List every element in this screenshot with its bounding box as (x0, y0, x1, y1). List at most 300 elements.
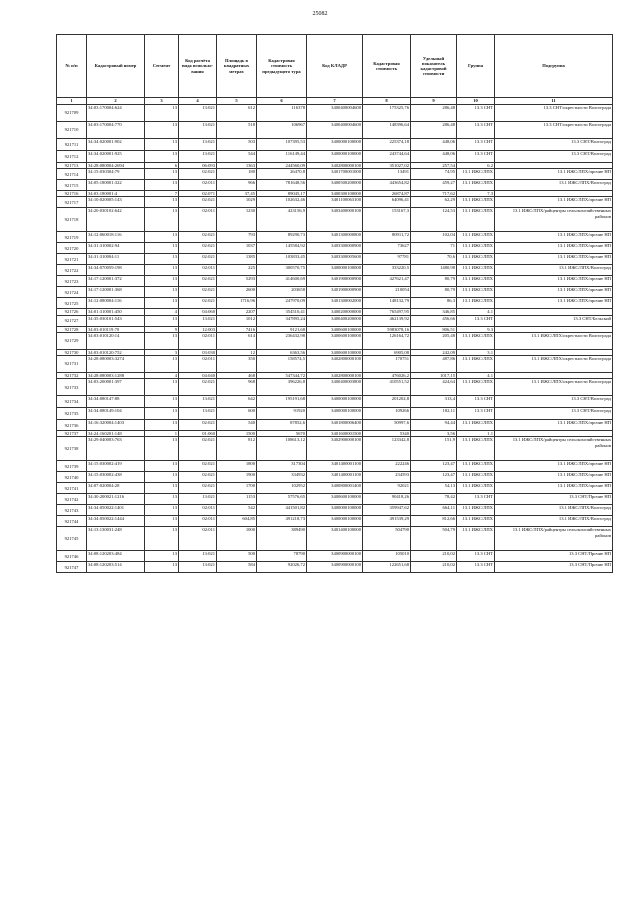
segment-cell: 13 (145, 265, 179, 276)
subgroup-cell: 13.1 ИЖС/ЛПХ/прочие НП (495, 298, 613, 309)
cadastral-number-cell: 34:12:080004:116 (87, 298, 145, 309)
kladr-code-cell: 3400500200000 (307, 180, 363, 191)
segment-cell: 13 (145, 562, 179, 573)
group-cell: 13.3 СНТ (457, 315, 495, 326)
specific-cost-cell: 1017,15 (411, 373, 457, 379)
table-row (57, 287, 613, 298)
previous-cost-cell: 92026,72 (257, 562, 307, 573)
cadastral-cost-cell: 64096,41 (363, 197, 411, 208)
area-sqm-cell: 1500 (217, 431, 257, 437)
cadastral-number-cell: 34:16:320004:1403 (87, 420, 145, 431)
segment-cell: 13 (145, 332, 179, 349)
area-sqm-cell: 1385 (217, 254, 257, 265)
kladr-code-cell: 3403400000100 (307, 208, 363, 232)
table-row (57, 356, 613, 373)
column-number: 9 (411, 98, 457, 105)
usage-code-cell: 02:021 (179, 254, 217, 265)
table-row (57, 265, 613, 276)
cadastral-number-cell: 34:30:200021:1216 (87, 494, 145, 505)
area-sqm-cell: 544 (217, 151, 257, 163)
cadastral-number-cell: 34:01:310001:450 (87, 309, 145, 315)
area-sqm-cell: 542 (217, 505, 257, 516)
cadastral-cost-cell: 359947,62 (363, 505, 411, 516)
usage-code-cell: 13:021 (179, 122, 217, 139)
table-row (57, 276, 613, 287)
cadastral-cost-cell: 148132,79 (363, 298, 411, 309)
subgroup-cell: 13.1 ИЖС/ЛПХ/райцентры сельскохозяйственных районов (495, 437, 613, 461)
area-sqm-cell: 5293 (217, 276, 257, 287)
segment-cell: 13 (145, 527, 179, 551)
cadastral-number-cell: 34:03:170004:624 (87, 105, 145, 122)
cadastral-number-cell: 34:15:030002:419 (87, 461, 145, 472)
segment-cell: 13 (145, 379, 179, 396)
table-row (57, 379, 613, 396)
subgroup-cell: 13.1 ИЖС/ЛПХ/прочие НП (495, 287, 613, 298)
table-row (57, 551, 613, 562)
usage-code-cell: 02:021 (179, 287, 217, 298)
row-number-cell: 921723 (57, 276, 87, 287)
group-cell: 13.1 ИЖС/ЛПХ (457, 379, 495, 396)
column-number: 4 (179, 98, 217, 105)
subgroup-cell: 13.3 СНТ/Волгоград (495, 396, 613, 408)
cadastral-cost-cell: 170751 (363, 356, 411, 373)
cadastral-cost-cell: 153167,3 (363, 208, 411, 232)
table-row (57, 180, 613, 191)
group-cell: 13.1 ИЖС/ЛПХ (457, 169, 495, 180)
previous-cost-cell: 247970,09 (257, 298, 307, 309)
cadastral-number-cell: 34:07:020004:28 (87, 483, 145, 494)
segment-cell: 13 (145, 483, 179, 494)
area-sqm-cell: 1037 (217, 243, 257, 254)
segment-cell: 13 (145, 122, 179, 139)
page-number: 25082 (312, 11, 328, 17)
segment-cell: 13 (145, 516, 179, 527)
usage-code-cell: 02:021 (179, 276, 217, 287)
group-cell: 13.1 ИЖС/ЛПХ (457, 197, 495, 208)
segment-cell: 13 (145, 505, 179, 516)
cadastral-number-cell: 34:15:030002:438 (87, 472, 145, 483)
cadastral-cost-cell: 351027,02 (363, 163, 411, 169)
cadastral-cost-cell: 765497,95 (363, 309, 411, 315)
cadastral-cost-cell: 5983078,16 (363, 326, 411, 332)
group-cell: 13.1 ИЖС/ЛПХ (457, 420, 495, 431)
cadastral-number-cell: 34:03:180001:4 (87, 191, 145, 197)
area-sqm-cell: 180 (217, 169, 257, 180)
header-cell: Сегмент (145, 35, 179, 98)
segment-cell: 13 (145, 494, 179, 505)
group-cell: 13.1 ИЖС/ЛПХ (457, 516, 495, 527)
column-number: 6 (257, 98, 307, 105)
specific-cost-cell: 71 (411, 243, 457, 254)
row-number-cell: 921729 (57, 332, 87, 349)
previous-cost-cell: 547344,72 (257, 373, 307, 379)
cadastral-cost-cell: 491539,29 (363, 516, 411, 527)
kladr-code-cell: 3400400003800 (307, 379, 363, 396)
group-cell: 7.3 (457, 191, 495, 197)
group-cell: 13.1 ИЖС/ЛПХ (457, 527, 495, 551)
cadastral-number-cell: 34:34:050022:1401 (87, 505, 145, 516)
table-row (57, 396, 613, 408)
usage-code-cell: 02:021 (179, 461, 217, 472)
kladr-code-cell: 3400000100000 (307, 151, 363, 163)
table-row (57, 437, 613, 461)
specific-cost-cell: 717,62 (411, 191, 457, 197)
kladr-code-cell: 3401800006400 (307, 420, 363, 431)
cadastral-cost-cell: 175325,76 (363, 105, 411, 122)
group-cell: 13.1 ИЖС/ЛПХ (457, 461, 495, 472)
kladr-code-cell: 3400000100000 (307, 408, 363, 420)
usage-code-cell: 02:021 (179, 243, 217, 254)
subgroup-cell: 13.1 ИЖС/ЛПХ/райцентры сельскохозяйственных районов (495, 527, 613, 551)
subgroup-cell: 13.3 СНТ/окрестности Волгограда (495, 105, 613, 122)
group-cell: 13.1 ИЖС/ЛПХ (457, 287, 495, 298)
usage-code-cell: 12:003 (179, 326, 217, 332)
cadastral-cost-cell: 462139,92 (363, 315, 411, 326)
cadastral-cost-cell: 109266 (363, 408, 411, 420)
cadastral-number-cell: 34:03:010120:14 (87, 332, 145, 349)
usage-code-cell: 02:011 (179, 332, 217, 349)
group-cell: 13.3 СНТ (457, 494, 495, 505)
group-cell: 13.3 СНТ (457, 551, 495, 562)
usage-code-cell: 13:021 (179, 551, 217, 562)
table-row (57, 122, 613, 139)
kladr-code-cell: 3402800000100 (307, 163, 363, 169)
cadastral-cost-cell: 443654,82 (363, 180, 411, 191)
subgroup-cell: 13.1 ИЖС/ЛПХ/прочие НП (495, 169, 613, 180)
specific-cost-cell: 286,48 (411, 105, 457, 122)
usage-code-cell: 02:011 (179, 356, 217, 373)
usage-code-cell: 02:011 (179, 505, 217, 516)
area-sqm-cell: 604,85 (217, 516, 257, 527)
specific-cost-cell: 94,44 (411, 420, 457, 431)
subgroup-cell: 13.3 СНТ/Волгоград (495, 408, 613, 420)
subgroup-cell: 13.1 ИЖС/ЛПХ/Волгоград (495, 516, 613, 527)
header-cell: Кадастровая стоимость (363, 35, 411, 98)
previous-cost-cell: 91920 (257, 408, 307, 420)
cadastral-cost-cell: 234593 (363, 472, 411, 483)
previous-cost-cell: 236432,98 (257, 332, 307, 349)
previous-cost-cell: 423156,9 (257, 208, 307, 232)
previous-cost-cell: 106967 (257, 122, 307, 139)
specific-cost-cell: 456,66 (411, 315, 457, 326)
table-row (57, 169, 613, 180)
specific-cost-cell: 210,02 (411, 562, 457, 573)
cadastral-number-cell: 34:03:200001:397 (87, 379, 145, 396)
row-number-cell: 921710 (57, 122, 87, 139)
usage-code-cell: 02:021 (179, 437, 217, 461)
row-number-cell: 921727 (57, 315, 87, 326)
area-sqm-cell: 500 (217, 551, 257, 562)
kladr-code-cell: 3401100063100 (307, 197, 363, 208)
column-number: 5 (217, 98, 257, 105)
kladr-code-cell: 3400400004600 (307, 122, 363, 139)
kladr-code-cell: 3400000100000 (307, 265, 363, 276)
row-number-cell: 921712 (57, 151, 87, 163)
usage-code-cell: 02:021 (179, 298, 217, 309)
group-cell: 13.1 ИЖС/ЛПХ (457, 208, 495, 232)
segment-cell: 1 (145, 431, 179, 437)
row-number-cell: 921709 (57, 105, 87, 122)
area-sqm-cell: 1716,96 (217, 298, 257, 309)
header-cell: Подгруппа (495, 35, 613, 98)
cadastral-number-cell: 34:34:050022:1444 (87, 516, 145, 527)
row-number-cell: 921717 (57, 197, 87, 208)
subgroup-cell: 13.1 ИЖС/ЛПХ/окрестности Волгограда (495, 356, 613, 373)
group-cell: 13.1 ИЖС/ЛПХ (457, 180, 495, 191)
cadastral-number-cell: 34:08:120203:514 (87, 562, 145, 573)
table-row (57, 420, 613, 431)
specific-cost-cell: 424,64 (411, 379, 457, 396)
table-row (57, 243, 613, 254)
subgroup-cell: 13.1 ИЖС/ЛПХ/Волгоград (495, 180, 613, 191)
usage-code-cell: 04:060 (179, 309, 217, 315)
kladr-code-cell: 3401400100000 (307, 527, 363, 551)
area-sqm-cell: 584 (217, 562, 257, 573)
subgroup-cell: 13.1 ИЖС/ЛПХ/прочие НП (495, 276, 613, 287)
cadastral-number-cell: 34:31:310004:11 (87, 254, 145, 265)
specific-cost-cell: 70,6 (411, 254, 457, 265)
segment-cell: 7 (145, 191, 179, 197)
group-cell: 13.3 СНТ (457, 122, 495, 139)
subgroup-cell: 13.1 ИЖС/ЛПХ/прочие НП (495, 483, 613, 494)
header-row (57, 35, 613, 98)
previous-cost-cell: 57576,65 (257, 494, 307, 505)
specific-cost-cell: 812,66 (411, 516, 457, 527)
subgroup-cell: 13.1 ИЖС/ЛПХ/прочие НП (495, 243, 613, 254)
row-number-cell: 921740 (57, 472, 87, 483)
segment-cell: 6 (145, 163, 179, 169)
specific-cost-cell: 123,47 (411, 461, 457, 472)
header-cell: Код расчёта вида использо-вания (179, 35, 217, 98)
cadastral-cost-cell: 476026,2 (363, 373, 411, 379)
area-sqm-cell: 503 (217, 139, 257, 151)
specific-cost-cell: 242,09 (411, 349, 457, 355)
cadastral-cost-cell: 6905,08 (363, 349, 411, 355)
previous-cost-cell: 300570,75 (257, 265, 307, 276)
row-number-cell: 921711 (57, 139, 87, 151)
usage-code-cell: 02:021 (179, 483, 217, 494)
cadastral-number-cell: 34:12:060018:116 (87, 232, 145, 243)
group-cell: 6.2 (457, 163, 495, 169)
cadastral-number-cell: 34:17:120001:368 (87, 287, 145, 298)
cadastral-number-cell: 34:15:030304:79 (87, 169, 145, 180)
specific-cost-cell: 124,53 (411, 208, 457, 232)
specific-cost-cell: 80,79 (411, 276, 457, 287)
subgroup-cell: 13.3 СНТ/Волгоград (495, 139, 613, 151)
row-number-cell: 921725 (57, 298, 87, 309)
row-number-cell: 921731 (57, 356, 87, 373)
row-number-cell: 921735 (57, 408, 87, 420)
table-body (57, 105, 613, 573)
row-number-cell: 921743 (57, 505, 87, 516)
area-sqm-cell: 812 (217, 437, 257, 461)
cadastral-cost-cell: 50997,6 (363, 420, 411, 431)
area-sqm-cell: 540 (217, 420, 257, 431)
previous-cost-cell: 78790 (257, 551, 307, 562)
subgroup-cell: 13.3 СНТ/Бельский (495, 315, 613, 326)
kladr-code-cell: 3400600100000 (307, 326, 363, 332)
specific-cost-cell: 205,48 (411, 332, 457, 349)
area-sqm-cell: 1012 (217, 315, 257, 326)
subgroup-cell: 13.3 СНТ/Прочие НП (495, 551, 613, 562)
area-sqm-cell: 1153 (217, 494, 257, 505)
row-number-cell: 921744 (57, 516, 87, 527)
specific-cost-cell: 151,9 (411, 437, 457, 461)
subgroup-cell: 13.1 ИЖС/ЛПХ/Волгоград (495, 265, 613, 276)
segment-cell: 13 (145, 298, 179, 309)
previous-cost-cell: 107395,53 (257, 139, 307, 151)
group-cell: 13.1 ИЖС/ЛПХ (457, 243, 495, 254)
column-number: 7 (307, 98, 363, 105)
previous-cost-cell: 441501,82 (257, 505, 307, 516)
usage-code-cell: 13:021 (179, 105, 217, 122)
area-sqm-cell: 2600 (217, 287, 257, 298)
row-number-cell: 921726 (57, 309, 87, 315)
usage-code-cell: 02:021 (179, 197, 217, 208)
previous-cost-cell: 145584,92 (257, 243, 307, 254)
segment-cell: 13 (145, 472, 179, 483)
table-row (57, 315, 613, 326)
table-row (57, 483, 613, 494)
table-row (57, 151, 613, 163)
segment-cell: 13 (145, 396, 179, 408)
previous-cost-cell: 334932 (257, 472, 307, 483)
area-sqm-cell: 468 (217, 373, 257, 379)
row-number-cell: 921716 (57, 191, 87, 197)
row-number-cell: 921746 (57, 551, 87, 562)
usage-code-cell: 02:011 (179, 180, 217, 191)
area-sqm-cell: 7416 (217, 326, 257, 332)
kladr-code-cell: 3401600001500 (307, 431, 363, 437)
previous-cost-cell: 158574,5 (257, 356, 307, 373)
specific-cost-cell: 806,51 (411, 326, 457, 332)
area-sqm-cell: 793 (217, 232, 257, 243)
cadastral-cost-cell: 427621,47 (363, 276, 411, 287)
segment-cell: 13 (145, 315, 179, 326)
specific-cost-cell: 257,54 (411, 163, 457, 169)
table-row (57, 208, 613, 232)
previous-cost-cell: 89290,73 (257, 232, 307, 243)
table-row (57, 408, 613, 420)
segment-cell: 13 (145, 408, 179, 420)
kladr-code-cell: 3400300100000 (307, 191, 363, 197)
kladr-code-cell: 3400600100000 (307, 332, 363, 349)
cadastral-cost-cell: 504790 (363, 527, 411, 551)
area-sqm-cell: 37,45 (217, 191, 257, 197)
cadastral-number-cell: 34:28:080003:3274 (87, 356, 145, 373)
row-number-cell: 921715 (57, 180, 87, 191)
row-number-cell: 921737 (57, 431, 87, 437)
specific-cost-cell: 54,13 (411, 483, 457, 494)
subgroup-cell: 13.3 СНТ/окрестности Волгограда (495, 122, 613, 139)
group-cell: 13.1 ИЖС/ЛПХ (457, 505, 495, 516)
cadastral-cost-cell: 90418,26 (363, 494, 411, 505)
table-row (57, 139, 613, 151)
usage-code-cell: 02:011 (179, 527, 217, 551)
previous-cost-cell: 6363,56 (257, 349, 307, 355)
cadastral-cost-cell: 410551,52 (363, 379, 411, 396)
row-number-cell: 921713 (57, 163, 87, 169)
group-cell: 13.1 ИЖС/ЛПХ (457, 356, 495, 373)
kladr-code-cell: 3401900000900 (307, 287, 363, 298)
cadastral-number-cell: 34:34:080147:88 (87, 396, 145, 408)
row-number-cell: 921736 (57, 420, 87, 431)
cadastral-number-cell: 34:03:170004:770 (87, 122, 145, 139)
segment-cell: 13 (145, 356, 179, 373)
previous-cost-cell: 26470,8 (257, 169, 307, 180)
kladr-code-cell: 3403300000900 (307, 243, 363, 254)
subgroup-cell: 13.1 ИЖС/ЛПХ/прочие НП (495, 254, 613, 265)
row-number-cell: 921730 (57, 349, 87, 355)
column-number: 10 (457, 98, 495, 105)
previous-cost-cell: 203658 (257, 287, 307, 298)
area-sqm-cell: 1900 (217, 472, 257, 483)
segment-cell: 4 (145, 309, 179, 315)
previous-cost-cell: 102952 (257, 483, 307, 494)
usage-code-cell: 02:011 (179, 516, 217, 527)
table-row (57, 505, 613, 516)
previous-cost-cell: 102632,46 (257, 197, 307, 208)
kladr-code-cell: 3401300000800 (307, 232, 363, 243)
cadastral-number-cell: 34:03:010119:70 (87, 326, 145, 332)
kladr-code-cell: 3400800001400 (307, 483, 363, 494)
usage-code-cell: 02:021 (179, 169, 217, 180)
column-number: 2 (87, 98, 145, 105)
subgroup-cell: 13.1 ИЖС/ЛПХ/прочие НП (495, 472, 613, 483)
segment-cell: 13 (145, 197, 179, 208)
table-row (57, 562, 613, 573)
segment-cell: 13 (145, 437, 179, 461)
subgroup-cell: 13.1 ИЖС/ЛПХ/прочие НП (495, 420, 613, 431)
previous-cost-cell: 396226,8 (257, 379, 307, 396)
area-sqm-cell: 225 (217, 265, 257, 276)
column-number: 8 (363, 98, 411, 105)
kladr-code-cell: 3402800000100 (307, 373, 363, 379)
row-number-cell: 921724 (57, 287, 87, 298)
previous-cost-cell: 244560,09 (257, 163, 307, 169)
kladr-code-cell: 3402800000100 (307, 356, 363, 373)
cadastral-number-cell: 34:34:080149:104 (87, 408, 145, 420)
cadastral-cost-cell: 80911,72 (363, 232, 411, 243)
previous-cost-cell: 116378 (257, 105, 307, 122)
cadastral-number-cell: 34:28:080004:2694 (87, 163, 145, 169)
previous-cost-cell: 354510,41 (257, 309, 307, 315)
row-number-cell: 921738 (57, 437, 87, 461)
specific-cost-cell: 86,3 (411, 298, 457, 309)
cadastral-number-cell: 34:34:070059:198 (87, 265, 145, 276)
kladr-code-cell: 3400600100000 (307, 349, 363, 355)
specific-cost-cell: 487,86 (411, 356, 457, 373)
cadastral-cost-cell: 73627 (363, 243, 411, 254)
kladr-code-cell: 3401300002000 (307, 298, 363, 309)
cadastral-cost-cell: 126164,72 (363, 332, 411, 349)
usage-code-cell: 02:021 (179, 420, 217, 431)
specific-cost-cell: 3,56 (411, 431, 457, 437)
area-sqm-cell: 1700 (217, 483, 257, 494)
group-cell: 13.1 ИЖС/ЛПХ (457, 298, 495, 309)
usage-code-cell: 13:021 (179, 396, 217, 408)
previous-cost-cell: 5670 (257, 431, 307, 437)
cadastral-table (56, 34, 613, 573)
header-cell: № п/п (57, 35, 87, 98)
previous-cost-cell: 414600,69 (257, 276, 307, 287)
cadastral-cost-cell: 105010 (363, 551, 411, 562)
usage-code-cell: 13:021 (179, 151, 217, 163)
column-number: 11 (495, 98, 613, 105)
row-number-cell: 921718 (57, 208, 87, 232)
usage-code-cell: 13:021 (179, 139, 217, 151)
cadastral-cost-cell: 201202,8 (363, 396, 411, 408)
